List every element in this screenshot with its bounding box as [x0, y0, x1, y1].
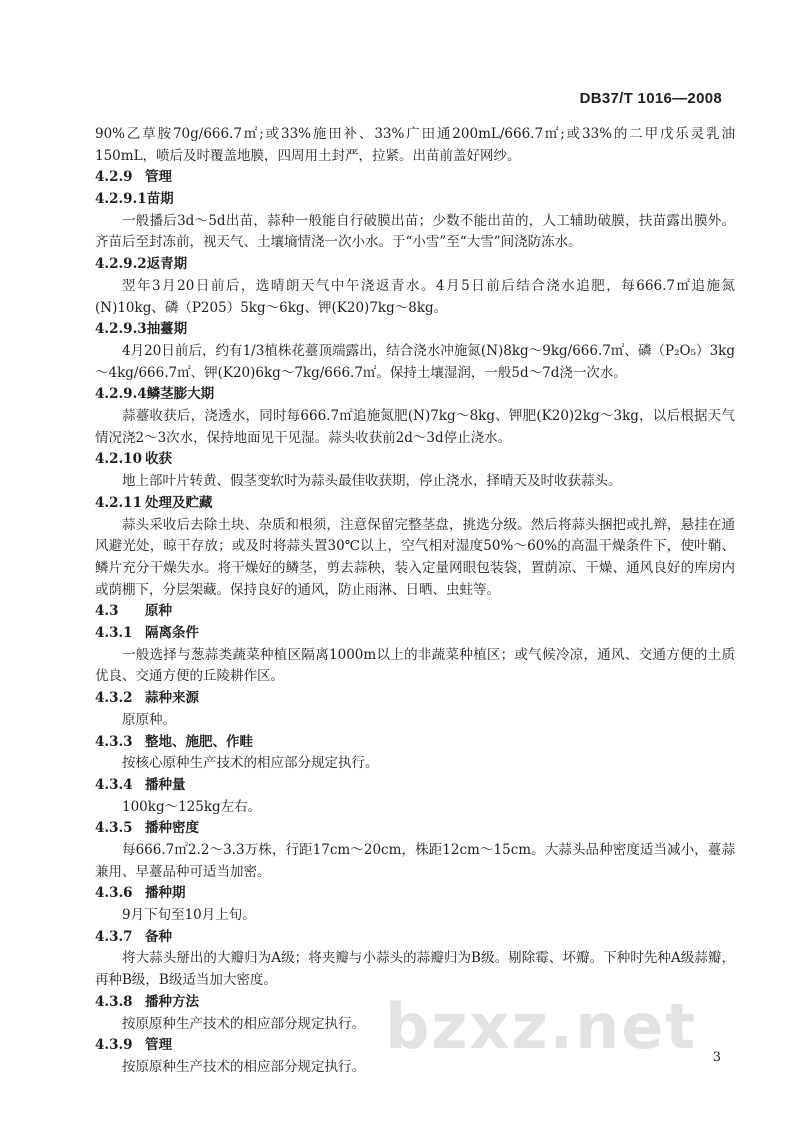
paragraph: 蒜头采收后去除土块、杂质和根须，注意保留完整茎盘，挑选分级。然后将蒜头捆把或扎辫，悬挂在通风避光处，晾干存放；或及时将蒜头置30℃以上，空气相对湿度50%～60%的高温干燥条件下，使叶鞘、鳞片充分干燥失水。将干燥好的鳞茎，剪去蒜秧，装入定量网眼包装袋，置荫凉、干燥、通风良好的库房内或荫棚下，分层架藏。保持良好的通风，防止雨淋、日晒、虫蛀等。 — [95, 516, 735, 598]
section-heading — [95, 688, 735, 710]
page-number: 3 — [712, 1050, 721, 1065]
section-number: 4.2.9.3 — [95, 321, 147, 338]
section-heading — [95, 319, 735, 341]
section-title: 原种 — [145, 603, 172, 620]
paragraph: 按原原种生产技术的相应部分规定执行。 — [122, 1058, 365, 1075]
section-heading — [95, 732, 735, 754]
section-title: 苗期 — [146, 191, 174, 208]
paragraph: 一般播后3d～5d出苗，蒜种一般能自行破膜出苗；少数不能出苗的，人工辅助破膜，扶苗露出膜外。齐苗后至封冻前，视天气、土壤墒情浇一次小水。于“小雪”至“大雪”间浇防冻水。 — [95, 212, 735, 251]
section-title: 处理及贮藏 — [145, 494, 213, 511]
section-number: 4.3.9 — [95, 1037, 133, 1054]
section-heading — [95, 623, 735, 645]
section-heading — [95, 493, 735, 515]
section-number: 4.3.7 — [95, 928, 133, 945]
section-heading — [95, 254, 735, 276]
section-title: 管理 — [145, 1037, 172, 1054]
paragraph: 将大蒜头掰出的大瓣归为A级；将夹瓣与小蒜头的蒜瓣归为B级。剔除霉、坏瓣。下种时先种A级蒜瓣，再种B级，B级适当加大密度。 — [95, 950, 735, 989]
document-body — [95, 124, 735, 1079]
section-number: 4.2.9.2 — [95, 256, 147, 273]
section-heading — [95, 189, 735, 211]
section-title: 收获 — [145, 451, 172, 468]
section-heading — [95, 818, 735, 840]
section-title: 鳞茎膨大期 — [146, 386, 215, 403]
section-number: 4.3.1 — [95, 625, 133, 642]
section-number: 4.2.9.1 — [95, 191, 147, 208]
section-title: 隔离条件 — [145, 625, 199, 642]
section-title: 备种 — [145, 928, 172, 945]
section-number: 4.3.2 — [95, 690, 133, 707]
watermark: bzxz.net — [385, 990, 697, 1063]
section-title: 播种期 — [145, 885, 186, 902]
section-title: 蒜种来源 — [145, 690, 199, 707]
section-number: 4.2.11 — [95, 494, 142, 511]
paragraph: 每666.7㎡2.2～3.3万株，行距17cm～20cm，株距12cm～15cm。大蒜头品种密度适当减小，薹蒜兼用、早薹品种可适当加密。 — [95, 842, 735, 880]
section-number: 4.3.8 — [95, 993, 133, 1010]
paragraph: 蒜薹收获后，浇透水，同时每666.7㎡追施氮肥(N)7kg～8kg、钾肥(K20)2kg～3kg，以后根据天气情况浇2～3次水，保持地面见干见湿。蒜头收获前2d～3d停止浇水。 — [95, 408, 735, 446]
section-heading — [95, 449, 735, 471]
section-number: 4.3.6 — [95, 885, 133, 902]
section-number: 4.2.9 — [95, 169, 133, 186]
section-heading — [95, 883, 735, 905]
paragraph: 9月下旬至10月上旬。 — [122, 907, 256, 924]
paragraph: 按原原种生产技术的相应部分规定执行。 — [122, 1015, 365, 1032]
section-title: 播种密度 — [145, 820, 199, 837]
section-title: 返青期 — [146, 256, 188, 273]
paragraph: 翌年3月20日前后，选晴朗天气中午浇返青水。4月5日前后结合浇水追肥，每666.7㎡追施氮(N)10kg、磷（P205）5kg～6kg、钾(K20)7kg～8kg。 — [95, 277, 735, 316]
section-heading — [95, 775, 735, 797]
section-number: 4.3.3 — [95, 733, 133, 750]
paragraph: 90%乙草胺70g/666.7㎡;或33%施田补、33%广田通200mL/666.7㎡;或33%的二甲戊乐灵乳油150mL，喷后及时覆盖地膜，四周用土封严，拉紧。出苗前盖好网纱。 — [95, 126, 735, 164]
section-title: 播种方法 — [145, 993, 199, 1010]
section-number: 4.3 — [95, 603, 119, 620]
paragraph: 4月20日前后，约有1/3植株花薹顶端露出，结合浇水冲施氮(N)8kg～9kg/666.7㎡、磷（P₂O₅）3kg～4kg/666.7㎡、钾(K20)6kg～7kg/666.7㎡。保持土壤湿润，一般5d～7d浇一次水。 — [95, 342, 735, 381]
section-heading — [95, 384, 735, 406]
paragraph: 原原种。 — [122, 711, 176, 728]
section-title: 管理 — [145, 169, 172, 186]
section-title: 整地、施肥、作畦 — [145, 733, 253, 750]
paragraph: 一般选择与葱蒜类蔬菜种植区隔离1000m以上的非蔬菜种植区；或气候冷凉，通风、交通方便的土质优良、交通方便的丘陵耕作区。 — [95, 646, 735, 685]
section-number: 4.3.5 — [95, 820, 133, 837]
section-number: 4.2.10 — [95, 451, 142, 468]
section-number: 4.3.4 — [95, 776, 133, 793]
paragraph: 100kg～125kg左右。 — [122, 798, 262, 815]
standard-number: DB37/T 1016—2008 — [579, 90, 722, 107]
paragraph: 地上部叶片转黄、假茎变软时为蒜头最佳收获期，停止浇水，择晴天及时收获蒜头。 — [122, 473, 622, 490]
section-title: 抽薹期 — [146, 321, 188, 338]
section-number: 4.2.9.4 — [95, 386, 147, 403]
paragraph: 按核心原种生产技术的相应部分规定执行。 — [122, 755, 379, 772]
section-heading — [95, 601, 735, 623]
section-title: 播种量 — [145, 776, 186, 793]
section-heading — [95, 927, 735, 949]
section-heading — [95, 167, 735, 189]
